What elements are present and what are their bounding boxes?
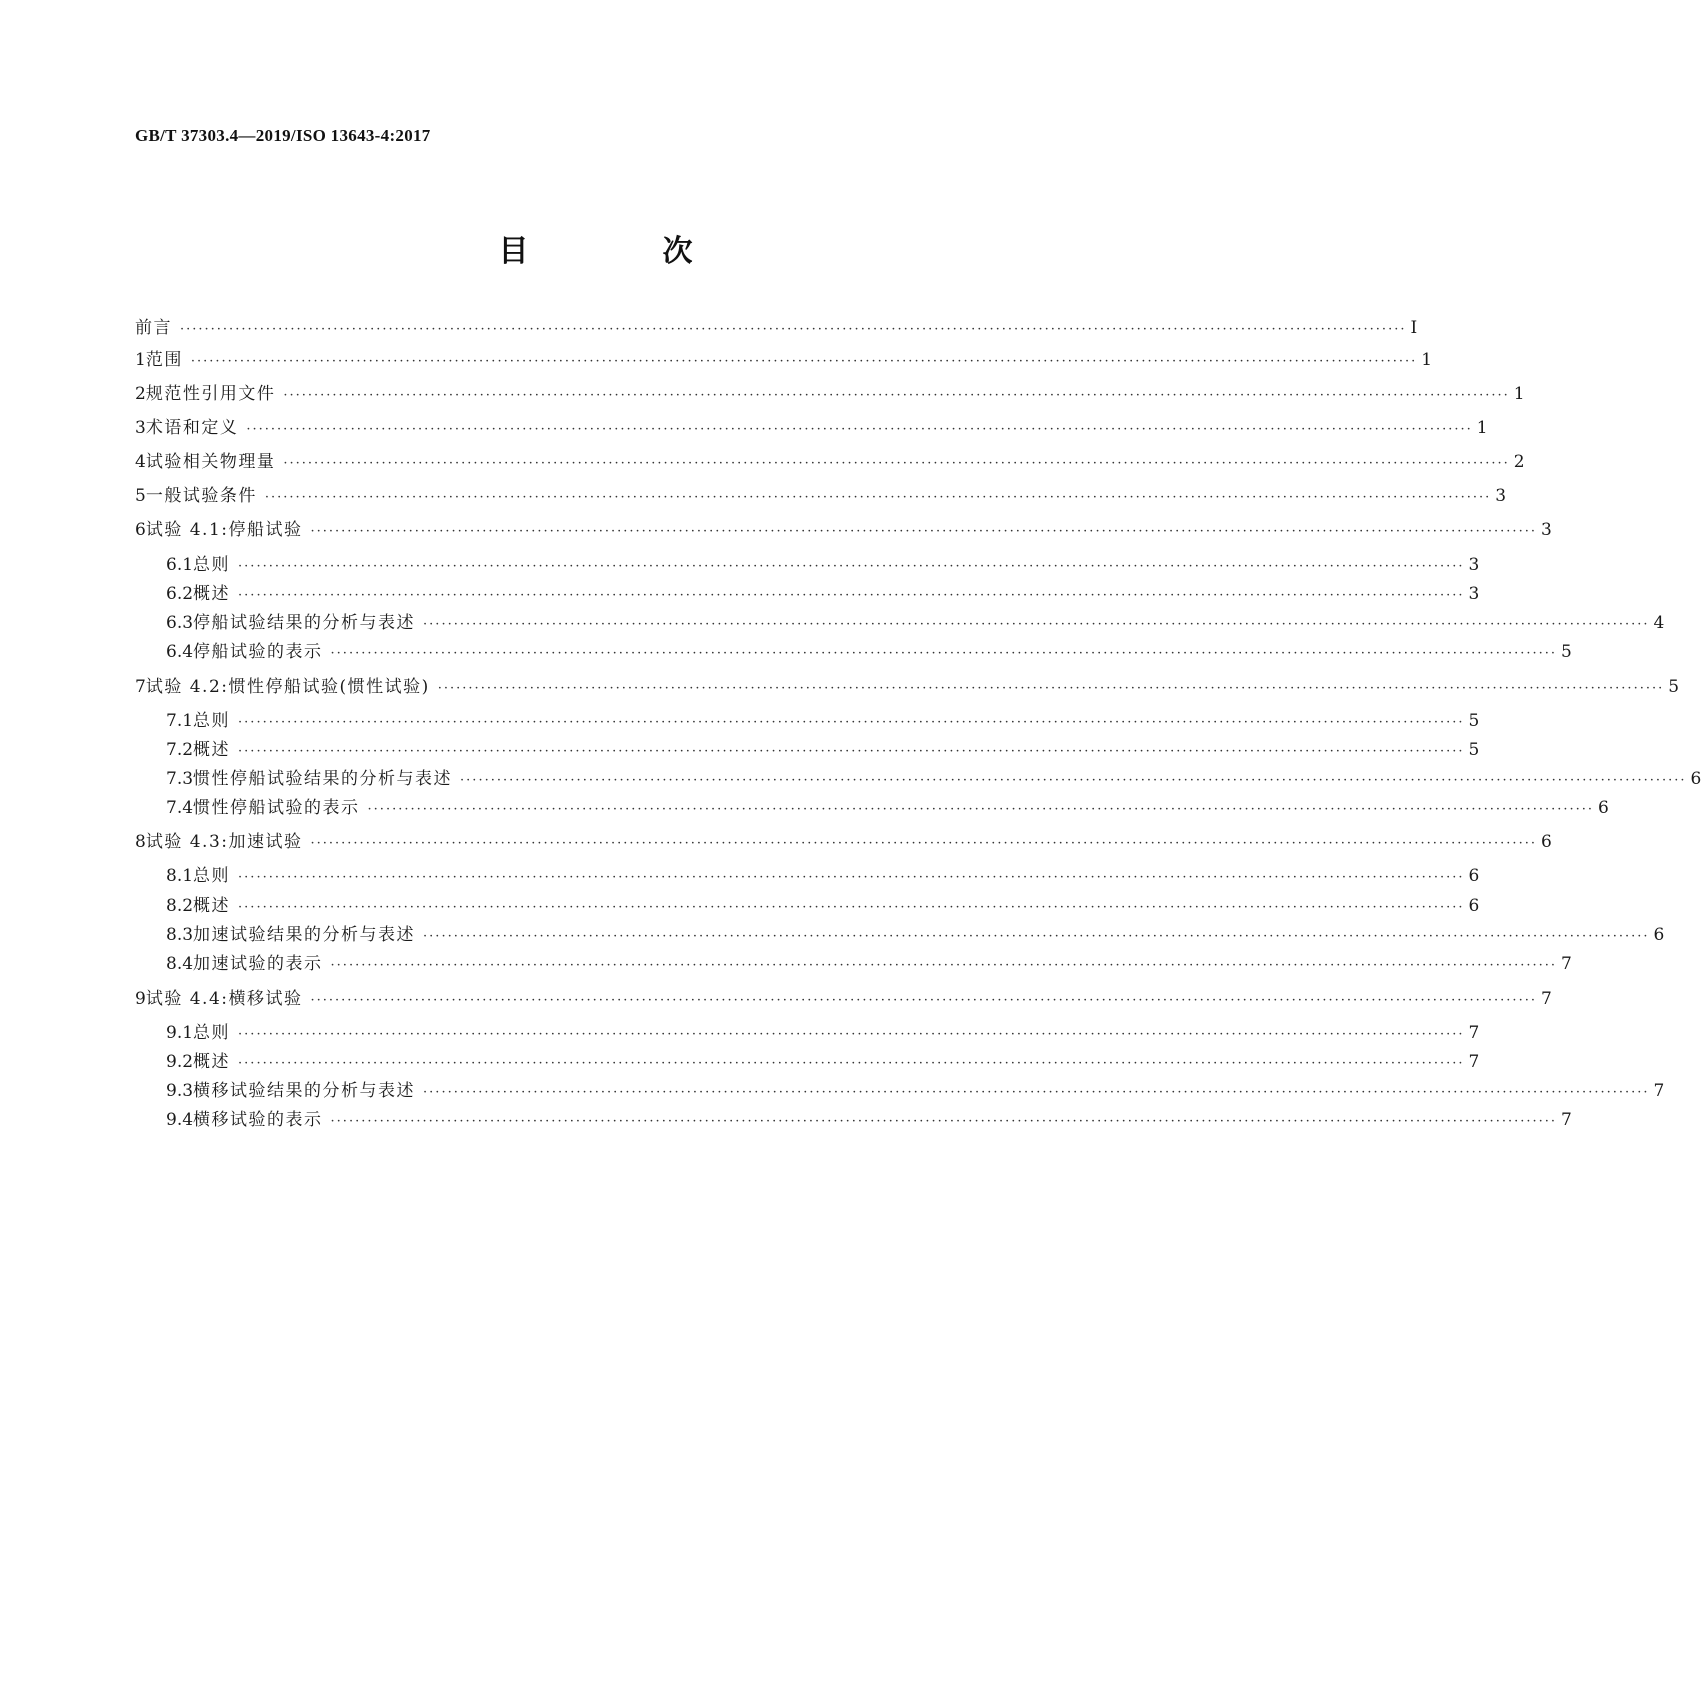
dot-leader: ········································································································································································································ xyxy=(310,836,1537,851)
dot-leader: ········································································································································································································ xyxy=(437,681,1665,696)
toc-entry-number: 6 xyxy=(135,520,146,540)
toc-entry-page: 3 xyxy=(1468,584,1480,604)
toc-entry-label: 惯性停船试验的表示 xyxy=(193,798,360,818)
toc-entry-page: 5 xyxy=(1561,642,1572,662)
dot-leader: ········································································································································································································ xyxy=(423,929,1650,944)
toc-entry[interactable] xyxy=(166,866,1480,888)
toc-entry-page: 1 xyxy=(1513,384,1525,404)
toc-entry-page: 7 xyxy=(1468,1023,1480,1043)
toc-entry[interactable] xyxy=(166,1081,1665,1103)
toc-entry-page: 7 xyxy=(1561,1110,1572,1130)
toc-entry-page: 1 xyxy=(1476,418,1488,438)
toc-entry[interactable] xyxy=(166,584,1480,606)
dot-leader: ········································································································································································································ xyxy=(238,1056,1465,1071)
toc-entry[interactable] xyxy=(166,1023,1480,1045)
toc-entry-number: 9 xyxy=(135,989,146,1009)
toc-entry-label: 加速试验结果的分析与表述 xyxy=(193,925,416,945)
toc-entry-label: 前言 xyxy=(135,318,172,338)
dot-leader: ········································································································································································································ xyxy=(310,993,1537,1008)
dot-leader: ········································································································································································································ xyxy=(367,802,1595,817)
dot-leader: ········································································································································································································ xyxy=(238,744,1465,759)
toc-entry-page: 1 xyxy=(1421,350,1433,370)
toc-entry-page: 7 xyxy=(1561,954,1572,974)
dot-leader: ········································································································································································································ xyxy=(238,900,1465,915)
toc-entry-label: 惯性停船试验结果的分析与表述 xyxy=(193,769,453,789)
dot-leader: ········································································································································································································ xyxy=(460,773,1687,788)
toc-entry-number: 4 xyxy=(135,452,146,472)
toc-entry-number: 9.4 xyxy=(166,1110,194,1130)
dot-leader: ········································································································································································································ xyxy=(246,422,1473,437)
toc-entry[interactable] xyxy=(135,418,1488,440)
toc-entry[interactable] xyxy=(166,896,1480,918)
toc-entry-label: 试验相关物理量 xyxy=(145,452,276,472)
toc-entry-number: 6.1 xyxy=(166,555,194,575)
toc-entry-number: 8 xyxy=(135,832,146,852)
toc-entry-label: 范围 xyxy=(145,350,183,370)
toc-entry-page: 6 xyxy=(1690,769,1701,789)
dot-leader: ········································································································································································································ xyxy=(423,1085,1650,1100)
toc-entry-label: 一般试验条件 xyxy=(145,486,257,506)
toc-entry-label: 加速试验的表示 xyxy=(193,954,323,974)
toc-entry[interactable] xyxy=(135,486,1507,508)
toc-entry-label: 术语和定义 xyxy=(145,418,239,438)
toc-entry-number: 8.3 xyxy=(166,925,194,945)
dot-leader: ········································································································································································································ xyxy=(283,388,1510,403)
toc-entry-page: 2 xyxy=(1513,452,1525,472)
toc-entry-number: 8.4 xyxy=(166,954,194,974)
toc-entry[interactable] xyxy=(166,1110,1572,1132)
toc-entry[interactable] xyxy=(135,677,1680,699)
toc-entry-label: 概述 xyxy=(193,1052,231,1072)
page-title: 目 次 xyxy=(498,234,745,269)
toc-entry-page: 6 xyxy=(1468,896,1480,916)
toc-entry[interactable] xyxy=(166,1052,1480,1074)
toc-entry-page: 7 xyxy=(1653,1081,1665,1101)
toc-entry[interactable] xyxy=(166,613,1665,635)
toc-entry-label: 停船试验结果的分析与表述 xyxy=(193,613,416,633)
toc-entry-number: 9.2 xyxy=(166,1052,194,1072)
toc-entry-label: 横移试验结果的分析与表述 xyxy=(193,1081,416,1101)
toc-entry-label: 试验 4.2:惯性停船试验(惯性试验) xyxy=(145,677,430,697)
toc-entry-label: 规范性引用文件 xyxy=(145,384,276,404)
toc-entry-page: 6 xyxy=(1468,866,1480,886)
toc-entry-number: 7.3 xyxy=(166,769,194,789)
toc-entry-page: 3 xyxy=(1540,520,1552,540)
toc-entry-page: 3 xyxy=(1495,486,1507,506)
toc-entry[interactable] xyxy=(135,350,1433,372)
toc-entry[interactable] xyxy=(135,832,1552,854)
toc-entry-number: 9.3 xyxy=(166,1081,194,1101)
dot-leader: ········································································································································································································ xyxy=(330,1114,1558,1129)
toc-entry-number: 8.2 xyxy=(166,896,194,916)
toc-entry-label: 总则 xyxy=(193,1023,231,1043)
toc-entry-number: 8.1 xyxy=(166,866,194,886)
toc-entry-label: 概述 xyxy=(193,740,231,760)
toc-entry[interactable] xyxy=(135,989,1552,1011)
dot-leader: ········································································································································································································ xyxy=(238,1027,1465,1042)
toc-entry[interactable] xyxy=(166,769,1701,791)
dot-leader: ········································································································································································································ xyxy=(310,524,1537,539)
dot-leader: ········································································································································································································ xyxy=(423,617,1650,632)
toc-entry-label: 概述 xyxy=(193,896,231,916)
dot-leader: ········································································································································································································ xyxy=(264,490,1492,505)
toc-entry-page: 6 xyxy=(1653,925,1665,945)
toc-entry-number: 5 xyxy=(135,486,146,506)
toc-entry-label: 停船试验的表示 xyxy=(193,642,323,662)
toc-entry[interactable] xyxy=(166,642,1572,664)
dot-leader: ········································································································································································································ xyxy=(283,456,1510,471)
toc-entry-page: 5 xyxy=(1668,677,1680,697)
toc-entry-number: 9.1 xyxy=(166,1023,194,1043)
toc-entry-number: 7 xyxy=(135,677,146,697)
toc-entry-page: 7 xyxy=(1468,1052,1480,1072)
toc-entry-number: 7.4 xyxy=(166,798,194,818)
dot-leader: ········································································································································································································ xyxy=(180,322,1407,337)
dot-leader: ········································································································································································································ xyxy=(238,559,1465,574)
toc-entry-number: 6.3 xyxy=(166,613,194,633)
toc-entry[interactable] xyxy=(135,318,1418,340)
toc-entry[interactable] xyxy=(135,452,1525,474)
toc-entry-number: 6.2 xyxy=(166,584,194,604)
toc-entry-page: 7 xyxy=(1540,989,1552,1009)
dot-leader: ········································································································································································································ xyxy=(238,588,1465,603)
toc-entry-label: 总则 xyxy=(193,866,231,886)
toc-entry-number: 3 xyxy=(135,418,146,438)
toc-entry-page: 3 xyxy=(1468,555,1480,575)
toc-entry-number: 2 xyxy=(135,384,146,404)
toc-entry-number: 7.1 xyxy=(166,711,194,731)
toc-entry-page: Ⅰ xyxy=(1410,318,1418,338)
toc-entry-label: 横移试验的表示 xyxy=(193,1110,323,1130)
dot-leader: ········································································································································································································ xyxy=(330,958,1558,973)
toc-entry[interactable] xyxy=(166,798,1609,820)
dot-leader: ········································································································································································································ xyxy=(238,870,1465,885)
toc-entry-page: 5 xyxy=(1468,711,1480,731)
toc-entry-page: 4 xyxy=(1653,613,1665,633)
toc-entry-label: 总则 xyxy=(193,711,231,731)
toc-entry-label: 总则 xyxy=(193,555,231,575)
toc-entry[interactable] xyxy=(135,384,1525,406)
toc-entry-page: 6 xyxy=(1598,798,1609,818)
dot-leader: ········································································································································································································ xyxy=(238,715,1465,730)
toc-entry[interactable] xyxy=(166,740,1480,762)
toc-entry-number: 6.4 xyxy=(166,642,194,662)
toc-entry[interactable] xyxy=(166,555,1480,577)
toc-entry-page: 6 xyxy=(1540,832,1552,852)
toc-entry-label: 概述 xyxy=(193,584,231,604)
toc-entry[interactable] xyxy=(135,520,1552,542)
toc-entry-label: 试验 4.4:横移试验 xyxy=(145,989,303,1009)
toc-entry[interactable] xyxy=(166,711,1480,733)
toc-entry-page: 5 xyxy=(1468,740,1480,760)
toc-entry-label: 试验 4.3:加速试验 xyxy=(145,832,303,852)
dot-leader: ········································································································································································································ xyxy=(330,646,1558,661)
toc-entry-number: 1 xyxy=(135,350,146,370)
toc-entry[interactable] xyxy=(166,954,1572,976)
toc-entry-number: 7.2 xyxy=(166,740,194,760)
toc-entry-label: 试验 4.1:停船试验 xyxy=(145,520,303,540)
toc-entry[interactable] xyxy=(166,925,1665,947)
standard-code: GB/T 37303.4—2019/ISO 13643-4:2017 xyxy=(135,126,431,145)
dot-leader: ········································································································································································································ xyxy=(190,354,1418,369)
